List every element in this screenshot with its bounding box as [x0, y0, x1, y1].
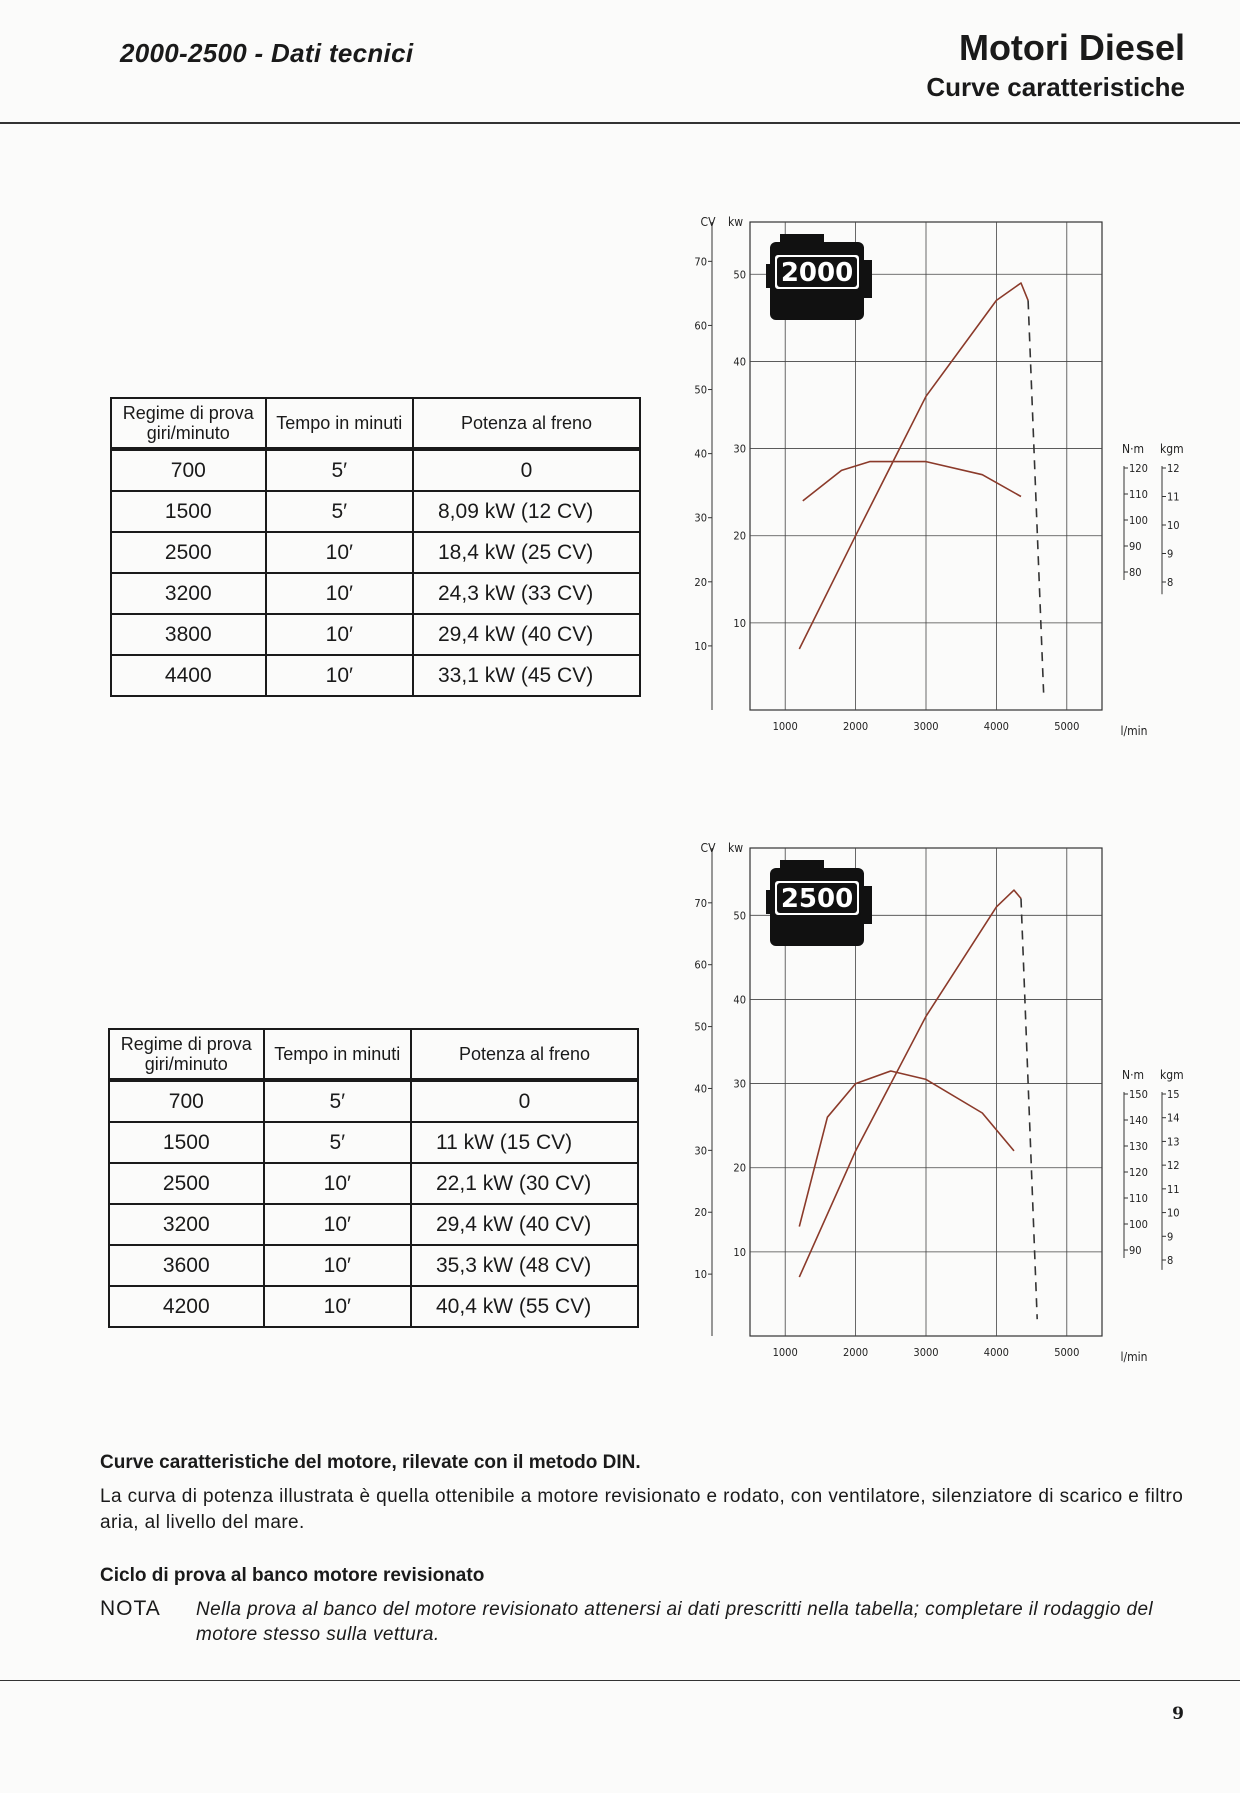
test-cycle-table-2500 [108, 1028, 639, 1328]
kgm-axis-label: kgm [1160, 1068, 1184, 1082]
falloff-line [1021, 899, 1037, 1320]
power-cell: 40,4 kW (55 CV) [411, 1286, 638, 1327]
footer-rule [0, 1680, 1240, 1681]
x-tick-label: 5000 [1054, 1346, 1080, 1359]
power-cell: 35,3 kW (48 CV) [411, 1245, 638, 1286]
time-cell: 10′ [264, 1204, 411, 1245]
cv-tick-label: 60 [694, 319, 707, 333]
kgm-tick-label: 9 [1167, 547, 1174, 561]
x-tick-label: 1000 [772, 1346, 798, 1359]
table-row [109, 1245, 638, 1286]
kgm-tick-label: 15 [1167, 1088, 1180, 1101]
time-cell: 10′ [266, 532, 413, 573]
engine-side-block [864, 886, 872, 924]
kw-tick-label: 10 [733, 616, 746, 630]
test-cycle-table-2000 [110, 397, 641, 697]
time-cell: 10′ [264, 1245, 411, 1286]
nota-label: NOTA [100, 1597, 161, 1620]
rpm-cell: 1500 [109, 1122, 264, 1163]
time-cell: 10′ [266, 614, 413, 655]
power-cell: 18,4 kW (25 CV) [413, 532, 640, 573]
nm-tick-label: 80 [1129, 566, 1142, 579]
column-header: Regime di prova giri/minuto [109, 1029, 264, 1080]
kgm-tick-label: 13 [1167, 1135, 1180, 1149]
power-torque-chart-2000 [690, 210, 1184, 740]
table-row [111, 573, 640, 614]
table-row [109, 1122, 638, 1163]
kgm-tick-label: 8 [1167, 1254, 1174, 1267]
kw-tick-label: 30 [733, 1077, 746, 1091]
nm-tick-label: 90 [1129, 1244, 1142, 1257]
kw-tick-label: 30 [733, 442, 746, 456]
time-cell: 5′ [266, 491, 413, 532]
power-cell: 8,09 kW (12 CV) [413, 491, 640, 532]
table-row [109, 1204, 638, 1245]
header-rule [0, 122, 1240, 124]
nm-tick-label: 150 [1129, 1088, 1148, 1101]
kw-tick-label: 40 [733, 993, 746, 1007]
section-title: 2000-2500 - Dati tecnici [120, 38, 414, 68]
power-cell: 29,4 kW (40 CV) [413, 614, 640, 655]
kw-axis-label: kw [728, 215, 744, 229]
x-tick-label: 4000 [983, 720, 1009, 733]
engine-left-block [766, 264, 771, 288]
nm-tick-label: 120 [1129, 462, 1148, 475]
nm-tick-label: 110 [1129, 488, 1148, 501]
cv-tick-label: 50 [694, 383, 707, 397]
cv-tick-label: 20 [694, 575, 707, 589]
table-header-row [109, 1029, 638, 1080]
column-header: Potenza al freno [413, 398, 640, 449]
chart-svg [690, 836, 1184, 1366]
kgm-tick-label: 12 [1167, 462, 1180, 475]
power-cell: 0 [411, 1080, 638, 1122]
table-row [111, 614, 640, 655]
notes-paragraph: La curva di potenza illustrata è quella ottenibile a motore revisionato e rodato, con ventilatore, silenziatore di scarico e filtro aria, al livello del mare. [100, 1486, 1184, 1533]
table-row [111, 655, 640, 696]
cv-axis-label: CV [700, 841, 716, 855]
nm-tick-label: 130 [1129, 1140, 1148, 1153]
engine-badge-label: 2000 [780, 258, 854, 288]
time-cell: 10′ [266, 573, 413, 614]
engine-badge-icon [766, 860, 872, 946]
x-unit-label: l/min [1120, 1350, 1148, 1364]
table-row [111, 532, 640, 573]
power-cell: 0 [413, 449, 640, 491]
kw-tick-label: 20 [733, 1161, 746, 1175]
kgm-tick-label: 10 [1167, 1206, 1180, 1220]
kgm-tick-label: 11 [1167, 490, 1180, 504]
kgm-tick-label: 14 [1167, 1111, 1180, 1125]
table-row [111, 449, 640, 491]
power-cell: 29,4 kW (40 CV) [411, 1204, 638, 1245]
x-tick-label: 1000 [772, 720, 798, 733]
nm-tick-label: 120 [1129, 1166, 1148, 1179]
power-cell: 11 kW (15 CV) [411, 1122, 638, 1163]
x-tick-label: 3000 [913, 1346, 939, 1359]
cv-axis-label: CV [700, 215, 716, 229]
kw-tick-label: 50 [733, 268, 746, 282]
power-cell: 24,3 kW (33 CV) [413, 573, 640, 614]
curve-line [803, 462, 1021, 501]
table-header-row [111, 398, 640, 449]
x-tick-label: 3000 [913, 720, 939, 733]
cv-tick-label: 10 [694, 1268, 707, 1282]
kw-tick-label: 50 [733, 909, 746, 923]
page-number: 9 [1172, 1704, 1184, 1724]
table-row [109, 1286, 638, 1327]
nm-tick-label: 100 [1129, 1218, 1148, 1231]
cv-tick-label: 60 [694, 958, 707, 972]
cv-tick-label: 40 [694, 447, 707, 461]
x-tick-label: 5000 [1054, 720, 1080, 733]
kgm-tick-label: 9 [1167, 1230, 1174, 1244]
column-header: Regime di prova giri/minuto [111, 398, 266, 449]
time-cell: 10′ [264, 1286, 411, 1327]
rpm-cell: 700 [111, 449, 266, 491]
x-tick-label: 4000 [983, 1346, 1009, 1359]
nm-axis-label: N·m [1122, 442, 1145, 456]
rpm-cell: 3800 [111, 614, 266, 655]
header-right [926, 26, 1185, 104]
column-header: Potenza al freno [411, 1029, 638, 1080]
nm-tick-label: 110 [1129, 1192, 1148, 1205]
cv-tick-label: 70 [694, 896, 707, 910]
nota-text: Nella prova al banco del motore revisionato attenersi ai dati prescritti nella tabella; completare il rodaggio del motore stesso sulla vettura. [196, 1599, 1154, 1645]
x-unit-label: l/min [1120, 724, 1148, 738]
rpm-cell: 3600 [109, 1245, 264, 1286]
engine-left-block [766, 890, 771, 914]
cv-tick-label: 40 [694, 1082, 707, 1096]
power-cell: 33,1 kW (45 CV) [413, 655, 640, 696]
rpm-cell: 1500 [111, 491, 266, 532]
rpm-cell: 2500 [109, 1163, 264, 1204]
rpm-cell: 4400 [111, 655, 266, 696]
nota-block [100, 1597, 1196, 1647]
x-tick-label: 2000 [843, 720, 869, 733]
cv-tick-label: 20 [694, 1206, 707, 1220]
rpm-cell: 700 [109, 1080, 264, 1122]
notes-heading: Curve caratteristiche del motore, rilevate con il metodo DIN. [100, 1452, 641, 1473]
chart-svg [690, 210, 1184, 740]
falloff-line [1028, 300, 1044, 692]
cv-tick-label: 10 [694, 639, 707, 653]
cv-tick-label: 30 [694, 511, 707, 525]
kgm-tick-label: 8 [1167, 576, 1174, 589]
table-row [109, 1163, 638, 1204]
rpm-cell: 2500 [111, 532, 266, 573]
curve-line [799, 283, 1028, 649]
kw-axis-label: kw [728, 841, 744, 855]
power-cell: 22,1 kW (30 CV) [411, 1163, 638, 1204]
engine-side-block [864, 260, 872, 298]
cv-tick-label: 30 [694, 1144, 707, 1158]
nm-axis-label: N·m [1122, 1068, 1145, 1082]
time-cell: 5′ [266, 449, 413, 491]
table-row [111, 491, 640, 532]
kw-tick-label: 20 [733, 529, 746, 543]
engine-badge-icon [766, 234, 872, 320]
kgm-axis-label: kgm [1160, 442, 1184, 456]
page-subtitle: Curve caratteristiche [926, 72, 1185, 102]
time-cell: 5′ [264, 1080, 411, 1122]
column-header: Tempo in minuti [264, 1029, 411, 1080]
table-row [109, 1080, 638, 1122]
rpm-cell: 4200 [109, 1286, 264, 1327]
cv-tick-label: 50 [694, 1020, 707, 1034]
rpm-cell: 3200 [111, 573, 266, 614]
power-torque-chart-2500 [690, 836, 1184, 1366]
column-header: Tempo in minuti [266, 398, 413, 449]
kgm-tick-label: 10 [1167, 519, 1180, 532]
engine-badge-label: 2500 [780, 884, 854, 914]
nm-tick-label: 90 [1129, 540, 1142, 553]
kw-tick-label: 40 [733, 355, 746, 369]
rpm-cell: 3200 [109, 1204, 264, 1245]
time-cell: 10′ [266, 655, 413, 696]
time-cell: 10′ [264, 1163, 411, 1204]
test-cycle-heading: Ciclo di prova al banco motore revisionato [100, 1565, 485, 1586]
nm-tick-label: 140 [1129, 1114, 1148, 1127]
time-cell: 5′ [264, 1122, 411, 1163]
page-title: Motori Diesel [958, 27, 1185, 68]
x-tick-label: 2000 [843, 1346, 869, 1359]
kgm-tick-label: 12 [1167, 1159, 1180, 1173]
cv-tick-label: 70 [694, 255, 707, 269]
kgm-tick-label: 11 [1167, 1182, 1180, 1196]
kw-tick-label: 10 [733, 1245, 746, 1259]
nm-tick-label: 100 [1129, 514, 1148, 527]
